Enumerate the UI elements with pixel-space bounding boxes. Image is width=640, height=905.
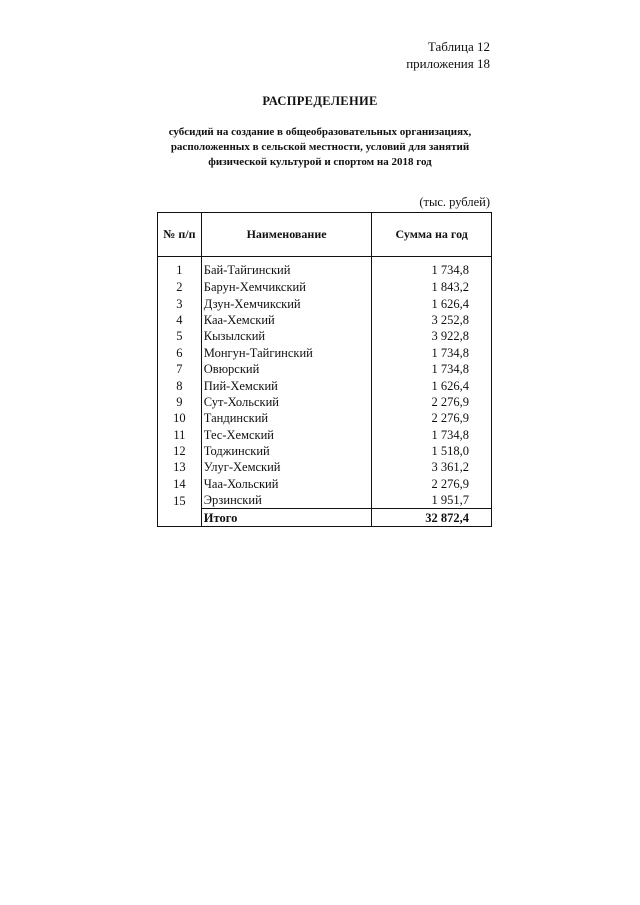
table-row (158, 427, 492, 443)
amount-cell: 1 734,8 (372, 257, 492, 280)
table-row (158, 312, 492, 328)
amount-cell: 1 626,4 (372, 377, 492, 393)
column-header-name: Наименование (201, 213, 372, 257)
district-name-cell: Тандинский (201, 410, 372, 426)
district-name-cell: Тес-Хемский (201, 427, 372, 443)
total-amount: 32 872,4 (372, 509, 492, 526)
amount-cell: 2 276,9 (372, 476, 492, 492)
row-number-cell: 2 (158, 279, 202, 295)
row-number-cell: 14 (158, 476, 202, 492)
district-name-cell: Дзун-Хемчикский (201, 295, 372, 311)
amount-cell: 1 518,0 (372, 443, 492, 459)
row-number-cell: 7 (158, 361, 202, 377)
district-name-cell: Эрзинский (201, 492, 372, 509)
subtitle-line: физической культурой и спортом на 2018 год (208, 156, 432, 168)
amount-cell: 3 922,8 (372, 328, 492, 344)
row-number-cell: 9 (158, 394, 202, 410)
district-name-cell: Барун-Хемчикский (201, 279, 372, 295)
table-row (158, 257, 492, 280)
table-body (158, 257, 492, 527)
table-row (158, 279, 492, 295)
row-number-cell: 15 (158, 492, 202, 509)
table-row (158, 295, 492, 311)
row-number-cell: 13 (158, 459, 202, 475)
amount-cell: 1 734,8 (372, 361, 492, 377)
appendix-reference (406, 38, 490, 72)
column-header-sum: Сумма на год (372, 213, 492, 257)
row-number-cell: 1 (158, 257, 202, 280)
row-number-cell: 6 (158, 345, 202, 361)
document-subtitle (0, 125, 640, 170)
table-row (158, 394, 492, 410)
table-row (158, 476, 492, 492)
amount-cell: 3 361,2 (372, 459, 492, 475)
units-note: (тыс. рублей) (419, 195, 490, 209)
subtitle-line: субсидий на создание в общеобразовательных организациях, (168, 126, 472, 138)
row-number-cell: 3 (158, 295, 202, 311)
district-name-cell: Кызылский (201, 328, 372, 344)
district-name-cell: Монгун-Тайгинский (201, 345, 372, 361)
district-name-cell: Каа-Хемский (201, 312, 372, 328)
distribution-table (157, 212, 492, 527)
district-name-cell: Пий-Хемский (201, 377, 372, 393)
row-number-cell: 12 (158, 443, 202, 459)
appendix-number: приложения 18 (406, 56, 490, 71)
table-row (158, 443, 492, 459)
row-number-cell: 10 (158, 410, 202, 426)
total-row (158, 509, 492, 526)
total-empty-cell (158, 509, 202, 526)
table-number: Таблица 12 (427, 39, 490, 54)
row-number-cell: 5 (158, 328, 202, 344)
district-name-cell: Сут-Хольский (201, 394, 372, 410)
amount-cell: 1 951,7 (372, 492, 492, 509)
table-row (158, 328, 492, 344)
district-name-cell: Тоджинский (201, 443, 372, 459)
amount-cell: 1 843,2 (372, 279, 492, 295)
row-number-cell: 4 (158, 312, 202, 328)
table-row (158, 410, 492, 426)
subtitle-line: расположенных в сельской местности, условий для занятий (170, 141, 470, 153)
table-row (158, 459, 492, 475)
table-row (158, 361, 492, 377)
amount-cell: 3 252,8 (372, 312, 492, 328)
district-name-cell: Чаа-Хольский (201, 476, 372, 492)
document-title: РАСПРЕДЕЛЕНИЕ (262, 94, 378, 108)
amount-cell: 1 626,4 (372, 295, 492, 311)
table-row (158, 345, 492, 361)
district-name-cell: Улуг-Хемский (201, 459, 372, 475)
district-name-cell: Овюрский (201, 361, 372, 377)
row-number-cell: 8 (158, 377, 202, 393)
table-row (158, 492, 492, 509)
amount-cell: 2 276,9 (372, 410, 492, 426)
table-row (158, 377, 492, 393)
table-header-row (158, 213, 492, 257)
district-name-cell: Бай-Тайгинский (201, 257, 372, 280)
column-header-number: № п/п (158, 213, 202, 257)
amount-cell: 1 734,8 (372, 345, 492, 361)
amount-cell: 2 276,9 (372, 394, 492, 410)
total-label: Итого (201, 509, 372, 526)
row-number-cell: 11 (158, 427, 202, 443)
amount-cell: 1 734,8 (372, 427, 492, 443)
